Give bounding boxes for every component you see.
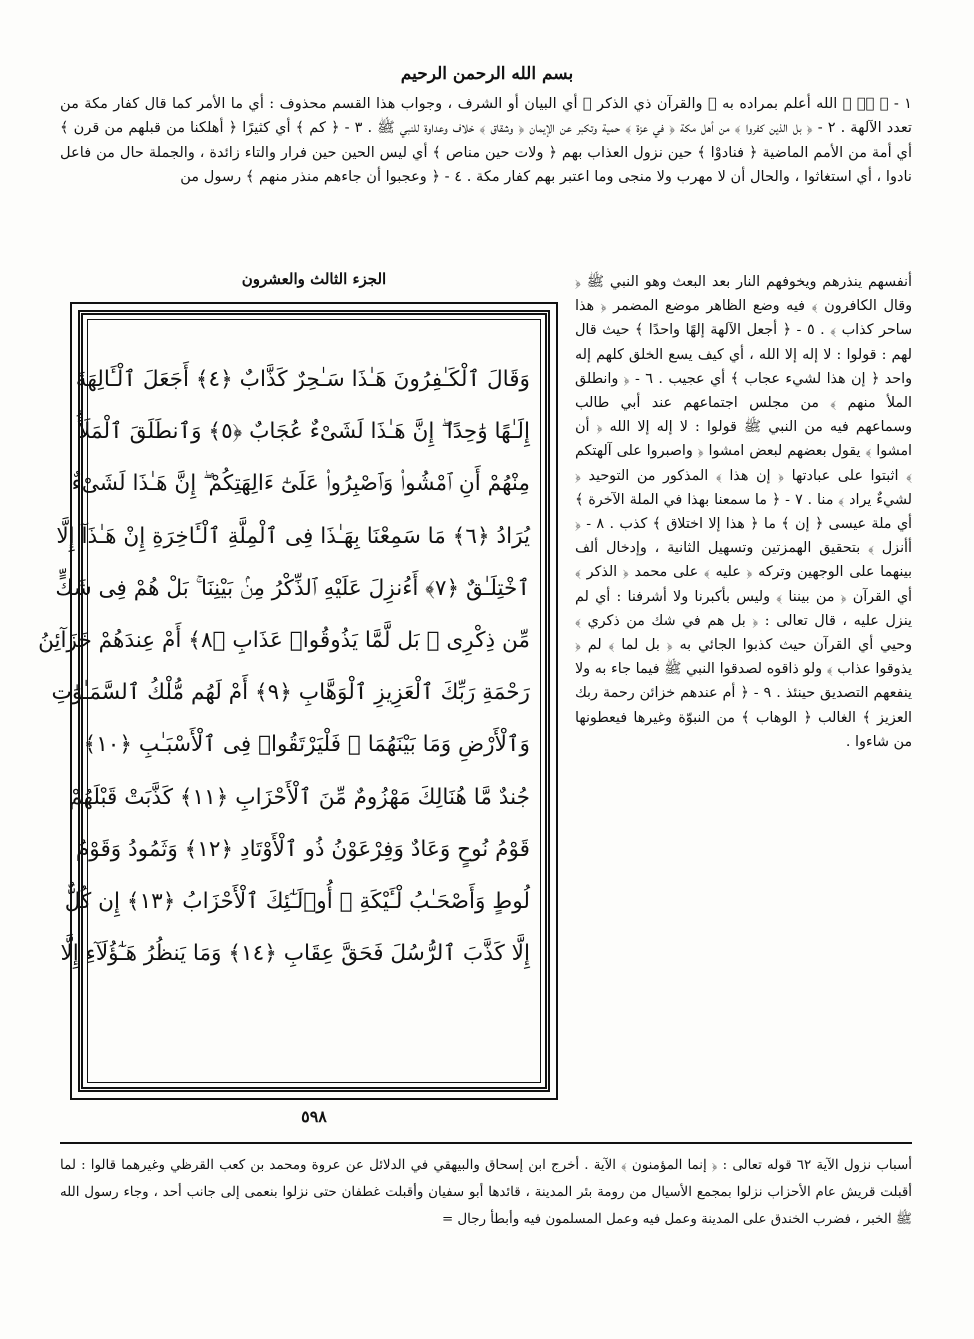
quran-line: إِلَّا كَذَّبَ ٱلرُّسُلَ فَحَقَّ عِقَابِ ﴿١٤﴾ وَمَا يَنظُرُ هَـٰٓؤُلَآءِ إِلَّا <box>60 941 530 967</box>
quran-line: وَٱلْأَرْضِ وَمَا بَيْنَهُمَا ۖ فَلْيَرْتَقُوا۟ فِى ٱلْأَسْبَـٰبِ ﴿١٠﴾ <box>83 732 530 758</box>
side-commentary: أنفسهم ينذرهم ويخوفهم النار بعد البعث وهو النبي ﷺ ﴿ وقال الكافرون ﴾ فيه وضع الظاهر موضع المضمر ﴿ هذا ساحر كذاب ﴾ . ٥ - ﴿ أجعل الآلهة إلهًا واحدًا ﴾ حيث قال لهم : قولوا : لا إله إلا الله ، أي كيف يسع الخلق كلهم إله واحد ﴿ إن هذا لشيء عجاب ﴾ أي عجيب . ٦ - ﴿ وانطلق الملأ منهم ﴾ من مجلس اجتماعهم عند أبي طالب وسماعهم فيه من النبي ﷺ قولوا : لا إله إلا الله ﴿ أن امشوا ﴾ يقول بعضهم لبعض امشوا ﴿ واصبروا على آلهتكم ﴾ اثبتوا على عبادتها ﴿ إن هذا ﴾ المذكور من التوحيد ﴿ لشيءٌ يراد ﴾ منا . ٧ - ﴿ ما سمعنا بهذا في الملة الآخرة ﴾ أي ملة عيسى ﴿ إن ﴾ ما ﴿ هذا إلا اختلاق ﴾ كذب . ٨ - ﴿ أأنزل ﴾ بتحقيق الهمزتين وتسهيل الثانية ، وإدخال ألف بينهما على الوجهين وتركه ﴿ عليه ﴾ على محمد ﴿ الذكر ﴾ أي القرآن ﴿ من بيننا ﴾ وليس بأكبرنا ولا أشرفنا : أي لم ينزل عليه ، قال تعالى : ﴿ بل هم في شك من ذكري ﴾ وحيي أي القرآن حيث كذبوا الجائي به ﴿ بل لما ﴾ لم ﴿ يذوقوا عذاب ﴾ ولو ذاقوه لصدقوا النبي ﷺ فيما جاء به ولا ينفعهم التصديق حينئذ . ٩ - ﴿ أم عندهم خزائن رحمة ربك العزيز ﴾ الغالب ﴿ الوهاب ﴾ من النبوّة وغيرها فيعطونها من شاءوا . <box>575 274 913 750</box>
quran-line: مِنْهُمْ أَنِ ٱمْشُوا۟ وَٱصْبِرُوا۟ عَلَىٰٓ ءَالِهَتِكُمْ ۖ إِنَّ هَـٰذَا لَشَىْءٌ <box>71 471 530 497</box>
quran-line: لُوطٍ وَأَصْحَـٰبُ لْـَٔيْكَةِ ۚ أُو۟لَـٰٓئِكَ ٱلْأَحْزَابُ ﴿١٣﴾ إِن كُلٌّ <box>64 889 530 915</box>
top-commentary: ١ - ﴿ صۤ ﴾ الله أعلم بمراده به ﴿ والقرآن ذي الذكر ﴾ أي البيان أو الشرف ، وجواب هذا القسم محذوف : أي ما الأمر كما قال كفار مكة من تعدد الآلهة . ٢ - ﴿ بل الذين كفروا ﴾ من أهل مكة ﴿ في عزة ﴾ حمية وتكبر عن الإيمان ﴿ وشقاق ﴾ خلاف وعداوة للنبي ﷺ . ٣ - ﴿ كم ﴾ أي كثيرًا ﴿ أهلكنا من قبلهم من قرن ﴾ أي أمة من الأمم الماضية ﴿ فنادوْا ﴾ حين نزول العذاب بهم ﴿ ولات حين مناص ﴾ أي ليس الحين حين فرار والتاء زائدة ، والجملة حال من فاعل نادوا ، أي استغاثوا ، والحال أن لا مهرب ولا منجى وما اعتبر بهم كفار مكة . ٤ - ﴿ وعجبوا أن جاءهم منذر منهم ﴾ رسول من <box>60 95 912 186</box>
footnote-divider <box>60 1142 912 1144</box>
page-number: ٥٩٨ <box>301 1107 327 1126</box>
quran-line: قَوْمُ نُوحٍ وَعَادٌ وَفِرْعَوْنُ ذُو ٱلْأَوْتَادِ ﴿١٢﴾ وَثَمُودُ وَقَوْمُ <box>75 836 530 862</box>
quran-line: يُرَادُ ﴿٦﴾ مَا سَمِعْنَا بِهَـٰذَا فِى ٱلْمِلَّةِ ٱلْـَٔاخِرَةِ إِنْ هَـٰذَآ إِلَّا <box>56 523 530 549</box>
quran-line: مِّن ذِكْرِى ۖ بَل لَّمَّا يَذُوقُوا۟ عَذَابِ ﴿٨﴾ أَمْ عِندَهُمْ خَزَآئِنُ <box>38 628 530 654</box>
quran-line: ٱخْتِلَـٰقٌ ﴿٧﴾ أَءُنزِلَ عَلَيْهِ ٱلذِّكْرُ مِنۢ بَيْنِنَا ۚ بَلْ هُمْ فِى شَكٍّ <box>55 575 530 601</box>
quran-line: جُندٌ مَّا هُنَالِكَ مَهْزُومٌ مِّنَ ٱلْأَحْزَابِ ﴿١١﴾ كَذَّبَتْ قَبْلَهُمْ <box>69 784 530 810</box>
quran-line: وَقَالَ ٱلْكَـٰفِرُونَ هَـٰذَا سَـٰحِرٌ كَذَّابٌ ﴿٤﴾ أَجَعَلَ ٱلْـَٔالِهَةَ <box>75 367 530 392</box>
juz-header: الجزء الثالث والعشرون <box>241 270 387 288</box>
quran-text-frame <box>38 302 558 1100</box>
quran-line: رَحْمَةِ رَبِّكَ ٱلْعَزِيزِ ٱلْوَهَّابِ ﴿٩﴾ أَمْ لَهُم مُّلْكُ ٱلسَّمَـٰوَٰتِ <box>51 680 530 706</box>
basmala-heading: بسم الله الرحمن الرحيم <box>400 64 574 84</box>
quran-line: إِلَـٰهًا وَٰحِدًا ۖ إِنَّ هَـٰذَا لَشَىْءٌ عُجَابٌ ﴿٥﴾ وَٱنطَلَقَ ٱلْمَلَأُ <box>78 419 530 445</box>
quran-frame-border <box>38 310 550 1092</box>
quran-verses <box>38 319 541 1083</box>
footnote: أسباب نزول الآية ٦٢ قوله تعالى : ﴿ إنما المؤمنون ﴾ الآية . أخرج ابن إسحاق والبيهقي في الدلائل عن عروة ومحمد بن كعب القرظي وغيرهما قالوا : لما أقبلت قريش عام الأحزاب نزلوا بمجمع الأسيال من رومة بئر المدينة ، قائدها أبو سفيان وأقبلت غطفان حتى نزلوا بنعمى إلى جانب أحد ، وجاء رسول الله ﷺ الخبر ، فضرب الخندق على المدينة وعمل فيه وعمل المسلمون فيه وأبطأ رجال = <box>60 1158 912 1227</box>
